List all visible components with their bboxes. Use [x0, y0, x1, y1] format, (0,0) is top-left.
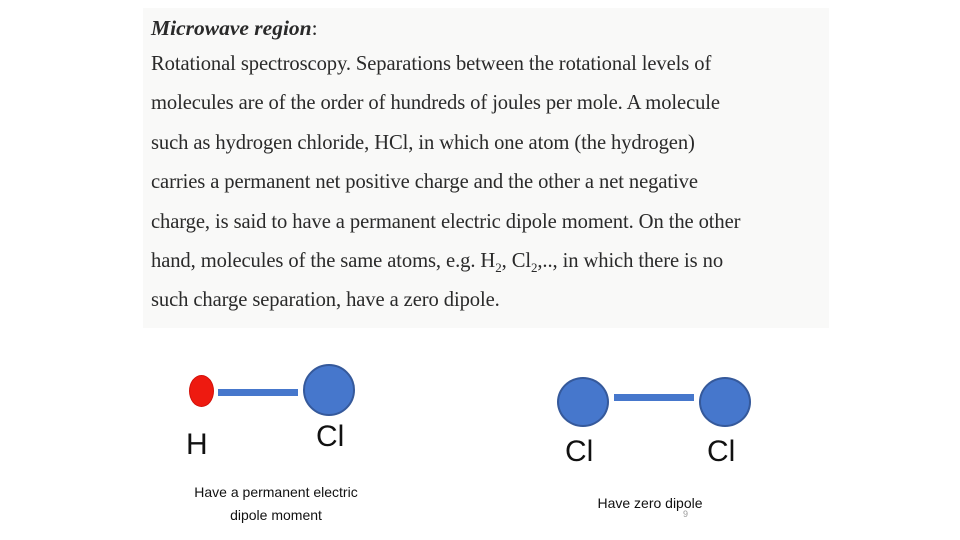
chlorine-label-left: Cl	[565, 435, 594, 468]
excerpt-line-2: molecules are of the order of hundreds of joules per mole. A molecule	[151, 92, 720, 115]
cl2-bond	[614, 394, 694, 401]
excerpt-line-1: Rotational spectroscopy. Separations between the rotational levels of	[151, 53, 712, 75]
excerpt-line-5: charge, is said to have a permanent electric dipole moment. On the other	[151, 210, 741, 233]
excerpt-line-7: such charge separation, have a zero dipole.	[151, 289, 500, 312]
excerpt-title: Microwave region:	[151, 16, 318, 40]
chlorine-label-hcl: Cl	[316, 420, 345, 453]
chlorine-atom-hcl	[303, 364, 355, 416]
hydrogen-atom	[189, 375, 214, 407]
chlorine-atom-left	[557, 377, 609, 427]
textbook-excerpt	[143, 8, 829, 328]
excerpt-line-6: hand, molecules of the same atoms, e.g. $H_2$, $Cl_2$,.., in which there is no	[151, 250, 724, 276]
page-number: 9	[683, 509, 689, 519]
excerpt-line-3: such as hydrogen chloride, HCl, in which one atom (the hydrogen)	[151, 131, 695, 154]
chlorine-atom-right	[699, 377, 751, 427]
cl2-caption: Have zero dipole	[597, 495, 703, 511]
hcl-bond	[218, 389, 298, 396]
excerpt-line-4: carries a permanent net positive charge and the other a net negative	[151, 171, 698, 194]
chlorine-label-right: Cl	[707, 435, 736, 468]
hcl-caption: Have a permanent electric dipole moment	[194, 484, 358, 523]
hydrogen-label: H	[186, 428, 208, 461]
